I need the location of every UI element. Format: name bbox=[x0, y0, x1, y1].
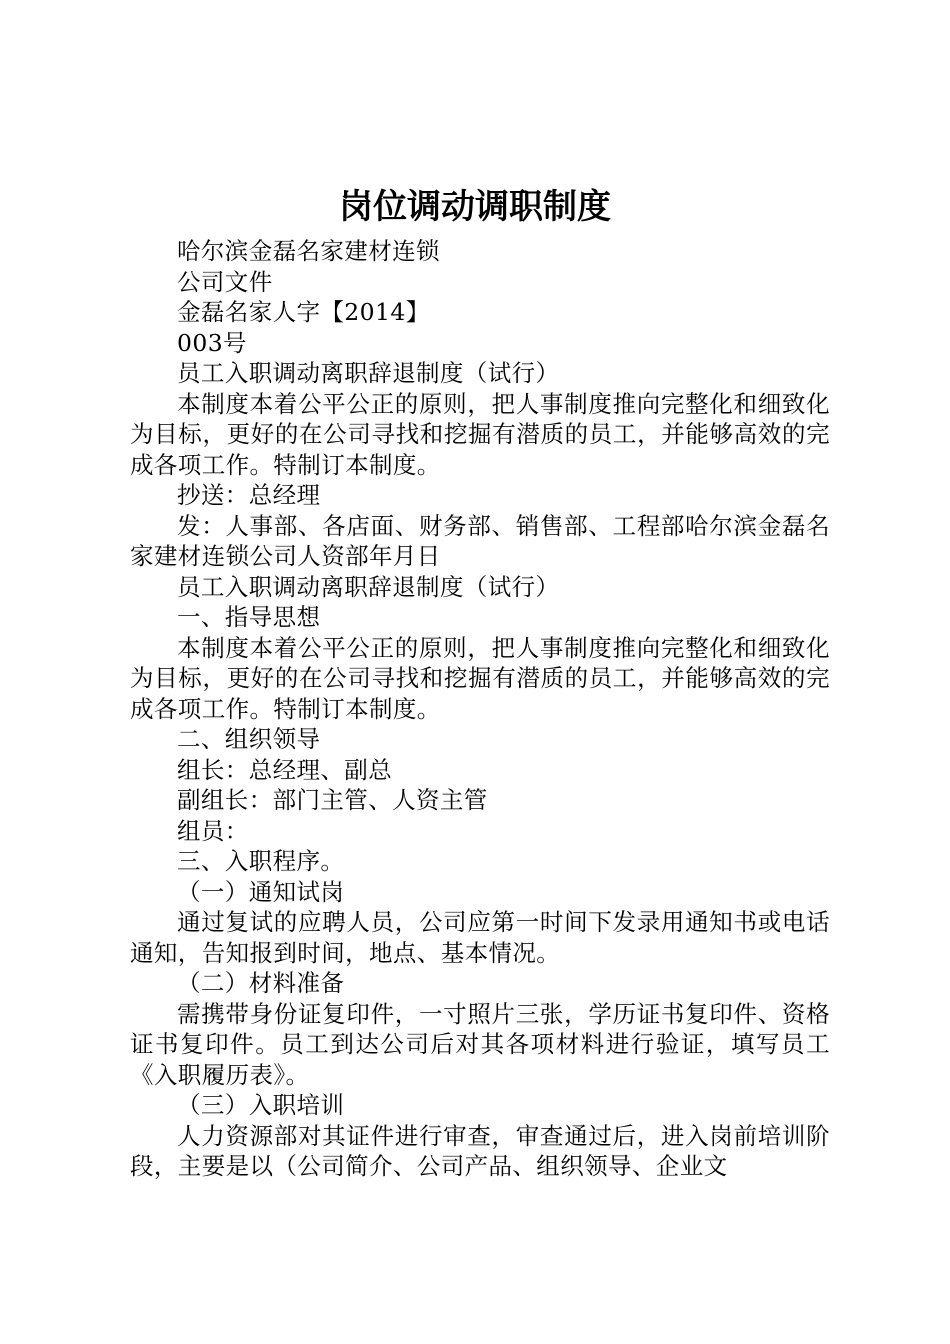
paragraph: （三）入职培训 bbox=[177, 1091, 345, 1119]
paragraph: 本制度本着公平公正的原则，把人事制度推向完整化和细致化为目标，更好的在公司寻找和挖掘有潜质的员工，并能够高效的完成各项工作。特制订本制度。 bbox=[130, 633, 830, 723]
paragraph: 本制度本着公平公正的原则，把人事制度推向完整化和细致化为目标，更好的在公司寻找和挖掘有潜质的员工，并能够高效的完成各项工作。特制订本制度。 bbox=[130, 389, 830, 479]
paragraph: 副组长：部门主管、人资主管 bbox=[177, 786, 488, 814]
paragraph: 金磊名家人字【2014】 bbox=[177, 298, 430, 326]
paragraph: （二）材料准备 bbox=[177, 969, 345, 997]
paragraph: 哈尔滨金磊名家建材连锁 bbox=[177, 237, 440, 265]
paragraph: 一、指导思想 bbox=[177, 603, 321, 631]
paragraph: 员工入职调动离职辞退制度（试行） bbox=[177, 359, 560, 387]
paragraph: 需携带身份证复印件，一寸照片三张，学历证书复印件、资格证书复印件。员工到达公司后对其各项材料进行验证，填写员工《入职履历表》。 bbox=[130, 999, 830, 1089]
paragraph: 人力资源部对其证件进行审查，审查通过后，进入岗前培训阶段，主要是以（公司简介、公司产品、组织领导、企业文 bbox=[130, 1121, 830, 1180]
paragraph: 三、入职程序。 bbox=[177, 847, 345, 875]
paragraph: 发：人事部、各店面、财务部、销售部、工程部哈尔滨金磊名家建材连锁公司人资部年月日 bbox=[130, 511, 830, 570]
paragraph: 二、组织领导 bbox=[177, 725, 321, 753]
paragraph: 通过复试的应聘人员，公司应第一时间下发录用通知书或电话通知，告知报到时间，地点、基本情况。 bbox=[130, 908, 830, 967]
paragraph: 公司文件 bbox=[177, 267, 273, 296]
document-body bbox=[130, 236, 830, 1182]
paragraph: 员工入职调动离职辞退制度（试行） bbox=[177, 572, 560, 601]
document-title: 岗位调动调职制度 bbox=[339, 187, 611, 227]
paragraph: （一）通知试岗 bbox=[177, 877, 345, 906]
paragraph: 003号 bbox=[177, 328, 247, 357]
paragraph: 组长：总经理、副总 bbox=[177, 755, 393, 784]
paragraph: 抄送：总经理 bbox=[177, 481, 321, 509]
paragraph: 组员： bbox=[177, 816, 249, 845]
